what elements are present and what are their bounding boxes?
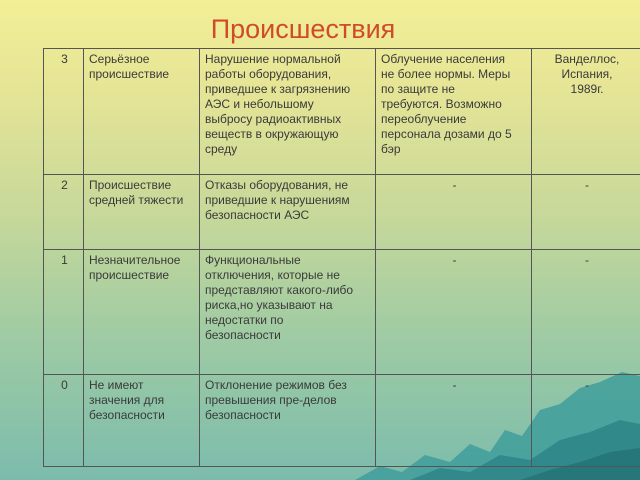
level-cell: 3 (44, 49, 84, 175)
incident-scale-table (43, 48, 640, 467)
table-row (44, 175, 640, 250)
example-cell: Ванделлос, Испания, 1989г. (532, 49, 640, 175)
incident-name-cell: Происшествие средней тяжести (84, 175, 200, 250)
level-cell: 0 (44, 375, 84, 467)
incident-name-cell: Не имеют значения для безопасности (84, 375, 200, 467)
incident-name-cell: Серьёзное происшествие (84, 49, 200, 175)
example-cell: - (532, 175, 640, 250)
consequences-cell: - (376, 375, 532, 467)
description-cell: Функциональные отключения, которые не представляют какого-либо риска,но указывают на недостатки по безопасности (200, 250, 376, 375)
description-cell: Отказы оборудования, не приведшие к нарушениям безопасности АЭС (200, 175, 376, 250)
table-row (44, 49, 640, 175)
example-cell: - (532, 375, 640, 467)
table-row (44, 250, 640, 375)
level-cell: 2 (44, 175, 84, 250)
consequences-cell: - (376, 175, 532, 250)
description-cell: Нарушение нормальной работы оборудования, приведшее к загрязнению АЭС и небольшому выбросу радиоактивных веществ в окружающую среду (200, 49, 376, 175)
table-row (44, 375, 640, 467)
level-cell: 1 (44, 250, 84, 375)
description-cell: Отклонение режимов без превышения пре-делов безопасности (200, 375, 376, 467)
incident-name-cell: Незначительное происшествие (84, 250, 200, 375)
consequences-cell: - (376, 250, 532, 375)
page-title: Происшествия (210, 14, 396, 44)
example-cell: - (532, 250, 640, 375)
consequences-cell: Облучение населения не более нормы. Меры по защите не требуются. Возможно переоблучение персонала дозами до 5 бэр (376, 49, 532, 175)
